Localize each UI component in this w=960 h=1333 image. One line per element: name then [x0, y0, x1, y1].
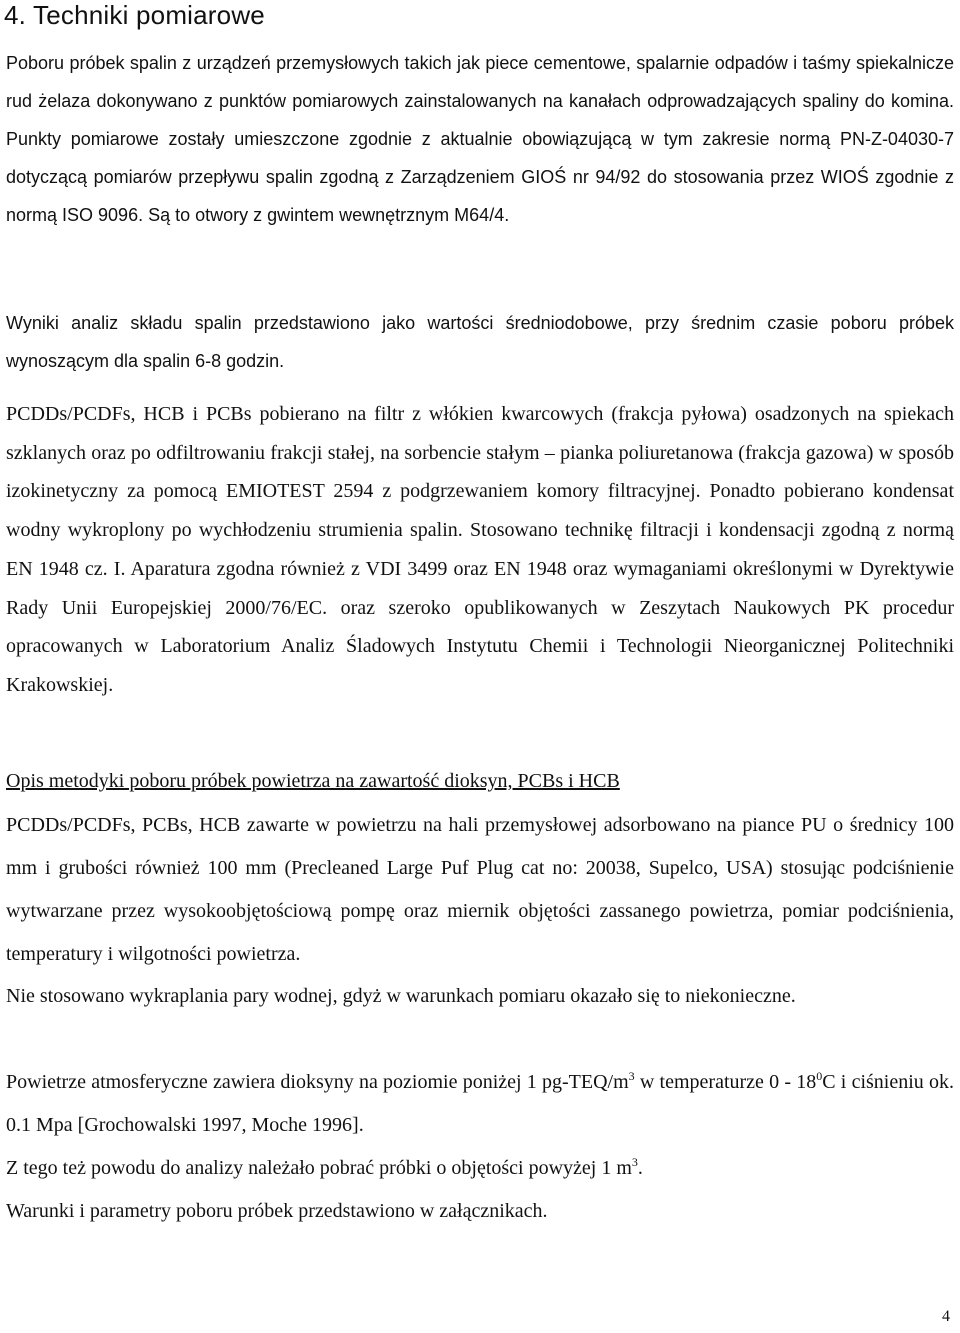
paragraph-sampling-points: Poboru próbek spalin z urządzeń przemysłowych takich jak piece cementowe, spalarnie odpadów i taśmy spiekalnicze rud żelaza dokonywano z punktów pomiarowych zainstalowanych na kanałach odprowadzających spaliny do komina. Punkty pomiarowe zostały umieszczone zgodnie z aktualnie obowiązującą w tym zakresie normą PN-Z-04030-7 dotyczącą pomiarów przepływu spalin zgodną z Zarządzeniem GIOŚ nr 94/92 do stosowania przez WIOŚ zgodnie z normą ISO 9096. Są to otwory z gwintem wewnętrznym M64/4.	[6, 53, 954, 225]
paragraph-no-condensation: Nie stosowano wykraplania pary wodnej, gdyż w warunkach pomiaru okazało się to niekonieczne.	[6, 985, 796, 1007]
superscript-3: 3	[628, 1069, 635, 1083]
superscript-3b: 3	[631, 1155, 638, 1169]
paragraph-results: Wyniki analiz składu spalin przedstawiono jako wartości średniodobowe, przy średnim czasie poboru próbek wynoszącym dla spalin 6-8 godzin.	[6, 313, 954, 371]
section-title: 4. Techniki pomiarowe	[4, 0, 265, 30]
atmospheric-text-b: w temperaturze 0 - 18	[634, 1071, 817, 1093]
volume-text-b: .	[637, 1157, 643, 1179]
superscript-0: 0	[816, 1069, 823, 1083]
paragraph-air-sampling: PCDDs/PCDFs, PCBs, HCB zawarte w powietrzu na hali przemysłowej adsorbowano na piance PU o średnicy 100 mm i grubości również 100 mm (Precleaned Large Puf Plug cat no: 20038, Supelco, USA) stosując podciśnienie wytwarzane przez wysokoobjętościową pompę oraz miernik objętości zassanego powietrza, pomiar podciśnienia, temperatury i wilgotności powietrza.	[6, 814, 954, 965]
atmospheric-text-a: Powietrze atmosferyczne zawiera dioksyny na poziomie poniżej 1 pg-TEQ/m	[6, 1071, 629, 1093]
paragraph-sample-volume	[6, 1147, 954, 1190]
paragraph-attachments: Warunki i parametry poboru próbek przedstawiono w załącznikach.	[6, 1200, 548, 1222]
subheading-air-sampling: Opis metodyki poboru próbek powietrza na zawartość dioksyn, PCBs i HCB	[6, 770, 620, 792]
volume-text-a: Z tego też powodu do analizy należało pobrać próbki o objętości powyżej 1 m	[6, 1157, 632, 1179]
page-number: 4	[942, 1308, 950, 1325]
paragraph-sampling-method: PCDDs/PCDFs, HCB i PCBs pobierano na filtr z włókien kwarcowych (frakcja pyłowa) osadzonych na spiekach szklanych oraz po odfiltrowaniu frakcji stałej, na sorbencie stałym – pianka poliuretanowa (frakcja gazowa) w sposób izokinetyczny za pomocą EMIOTEST 2594 z podgrzewaniem komory filtracyjnej. Ponadto pobierano kondensat wodny wykroplony po wychłodzeniu strumienia spalin. Stosowano technikę filtracji i kondensacji zgodną z normą EN 1948 cz. I. Aparatura zgodna również z VDI 3499 oraz EN 1948 oraz wymaganiami określonymi w Dyrektywie Rady Unii Europejskiej 2000/76/EC. oraz szeroko opublikowanych w Zeszytach Naukowych PK procedur opracowanych w Laboratorium Analiz Śladowych Instytutu Chemii i Technologii Nieorganicznej Politechniki Krakowskiej.	[6, 403, 954, 696]
paragraph-atmospheric-air	[6, 1061, 954, 1147]
atmospheric-text-c: C i ciśnieniu ok. 0.1 Mpa [Grochowalski 1997, Moche 1996].	[6, 1071, 954, 1136]
